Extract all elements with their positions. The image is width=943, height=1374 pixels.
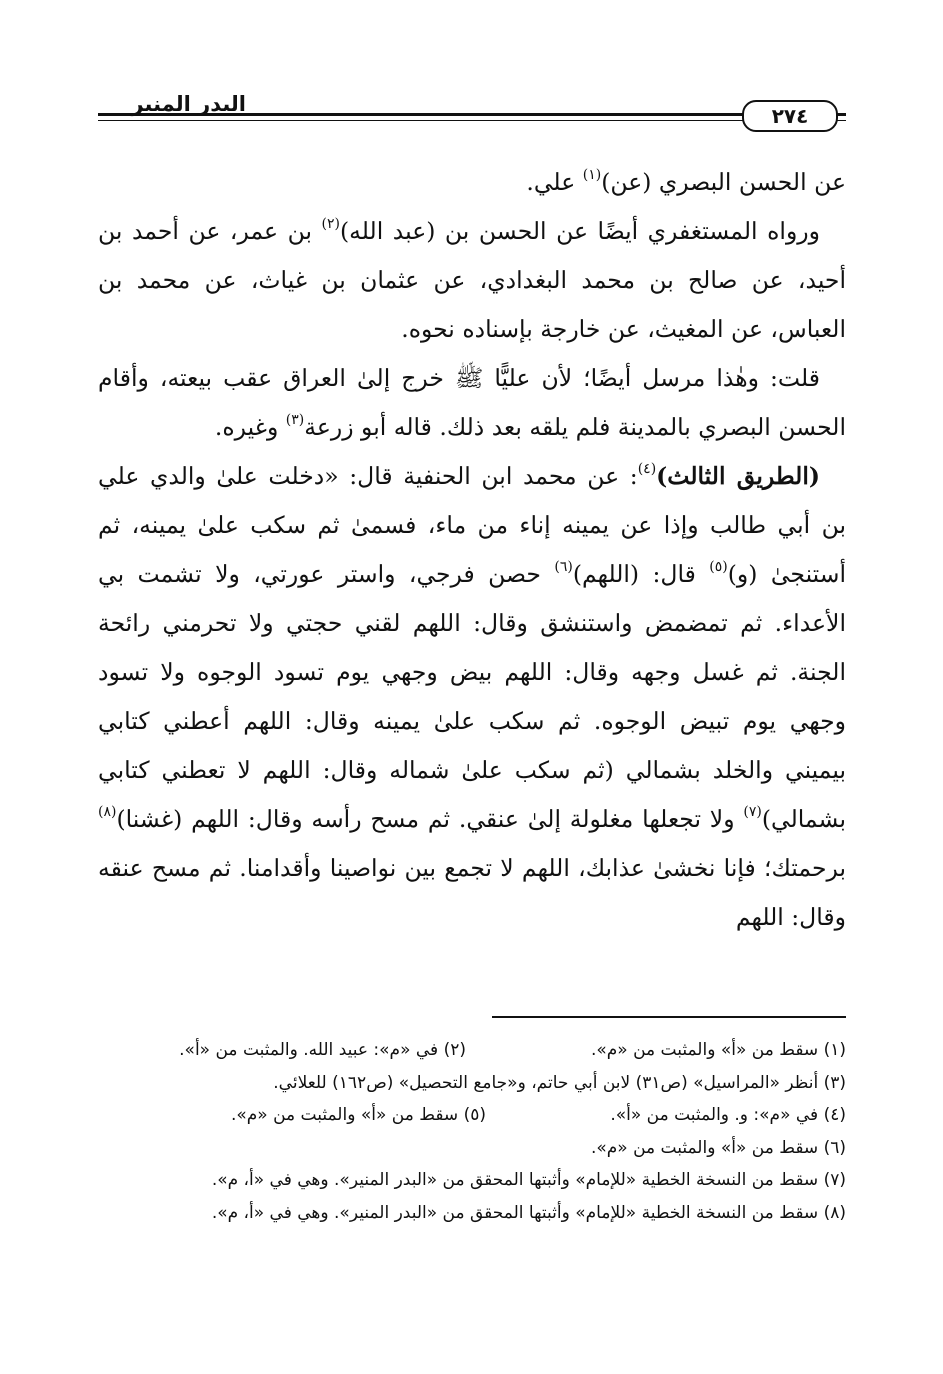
footnote-2: (٢) في «م»: عبيد الله. والمثبت من «أ». <box>179 1040 466 1060</box>
footnote-row <box>98 1132 846 1165</box>
footnote-ref-5: (٥) <box>709 559 728 576</box>
footnote-ref-1: (١) <box>582 167 602 184</box>
footnote-7: (٧) سقط من النسخة الخطية «للإمام» وأثبتها المحقق من «البدر المنير». وهي في «أ، م». <box>211 1170 846 1190</box>
footnote-3: (٣) أنظر «المراسيل» (ص٣١) لابن أبي حاتم، و«جامع التحصيل» (ص١٦٢) للعلائي. <box>273 1072 846 1093</box>
footnote-separator <box>492 1016 846 1018</box>
section-heading: (الطريق الثالث) <box>656 462 820 490</box>
footnote-ref-7: (٧) <box>743 804 762 821</box>
footnote-5: (٥) سقط من «أ» والمثبت من «م». <box>230 1105 486 1125</box>
paragraph-3: قلت: وهٰذا مرسل أيضًا؛ لأن عليًّا ﷺ خرج إلىٰ العراق عقب بيعته، وأقام الحسن البصري بالمدينة فلم يلقه بعد ذلك. قاله أبو زرعة$^{(٣)}$ وغيره. <box>98 364 846 441</box>
footnotes <box>98 1034 846 1229</box>
footnote-ref-4: (٤) <box>637 461 657 478</box>
paragraph-1: عن الحسن البصري (عن)$^{(١)}$ علي. <box>526 167 846 196</box>
footnote-1: (١) سقط من «أ» والمثبت من «م». <box>590 1040 846 1060</box>
footnote-row <box>98 1034 846 1067</box>
footnote-row <box>98 1197 846 1230</box>
footnote-4: (٤) في «م»: و. والمثبت من «أ». <box>610 1105 846 1125</box>
page-number: ٢٧٤ <box>771 104 809 128</box>
footnote-ref-8: (٨) <box>98 804 117 821</box>
paragraph-4: (الطريق الثالث)$^{(٤)}$: عن محمد ابن الحنفية قال: «دخلت علىٰ والدي علي بن أبي طالب وإذا عن يمينه إناء من ماء، فسمىٰ ثم سكب علىٰ يمينه، ثم أستنجىٰ (و)$^{(٥)}$ قال: (اللهم)$^{(٦)}$ حصن فرجي، واستر عورتي، ولا تشمت بي الأعداء. ثم تمضمض واستنشق وقال: اللهم لقني حجتي ولا تحرمني رائحة الجنة. ثم غسل وجهه وقال: اللهم بيض وجهي يوم تسود الوجوه ولا تسود وجهي يوم تبيض الوجوه. ثم سكب علىٰ يمينه وقال: اللهم أعطني كتابي بيميني والخلد بشمالي (ثم سكب علىٰ شماله وقال: اللهم لا تعطني كتابي بشمالي)$^{(٧)}$ ولا تجعلها مغلولة إلىٰ عنقي. ثم مسح رأسه وقال: اللهم (غشنا)$^{(٨)}$ برحمتك؛ فإنا نخشىٰ عذابك، اللهم لا تجمع بين نواصينا وأقدامنا. ثم مسح عنقه وقال: اللهم <box>98 461 846 931</box>
footnote-8: (٨) سقط من النسخة الخطية «للإمام» وأثبتها المحقق من «البدر المنير». وهي في «أ، م». <box>211 1202 846 1223</box>
footnote-ref-2: (٢) <box>321 216 340 233</box>
header-rule-thin <box>98 120 846 121</box>
running-title: البدر المنير <box>131 92 246 116</box>
paragraph-2: ورواه المستغفري أيضًا عن الحسن بن (عبد الله)$^{(٢)}$ بن عمر، عن أحمد بن أحيد، عن صالح بن محمد البغدادي، عن عثمان بن غياث، عن محمد بن العباس، عن المغيث، عن خارجة بإسناده نحوه. <box>98 216 846 343</box>
main-text <box>98 158 846 942</box>
footnote-row <box>98 1164 846 1197</box>
footnote-ref-3: (٣) <box>285 412 305 429</box>
page-header <box>98 92 846 132</box>
footnote-6: (٦) سقط من «أ» والمثبت من «م». <box>590 1137 846 1158</box>
footnote-row <box>98 1099 846 1132</box>
page-number-badge <box>742 100 838 132</box>
footnote-row <box>98 1067 846 1100</box>
footnote-ref-6: (٦) <box>554 559 573 576</box>
